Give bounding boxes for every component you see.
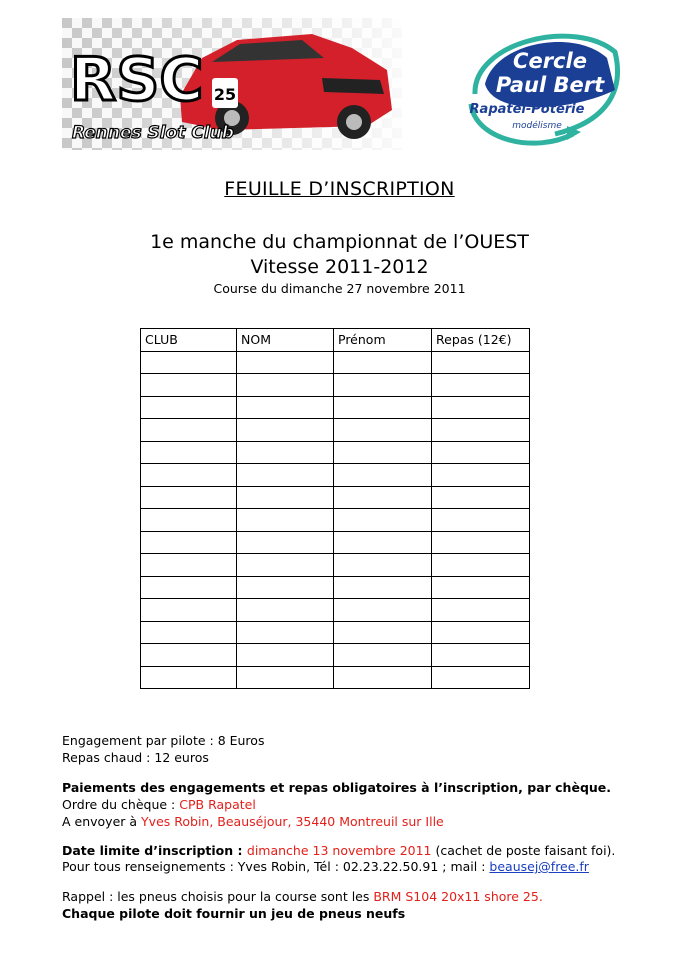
registration-table xyxy=(140,328,530,689)
table-cell[interactable] xyxy=(334,396,432,419)
table-header-row xyxy=(141,329,530,352)
table-cell[interactable] xyxy=(334,419,432,442)
table-cell[interactable] xyxy=(432,419,530,442)
repas-text: Repas chaud : 12 euros xyxy=(62,750,209,765)
table-cell[interactable] xyxy=(237,531,334,554)
table-row xyxy=(141,441,530,464)
table-cell[interactable] xyxy=(432,576,530,599)
table-row xyxy=(141,554,530,577)
cpb-line1: Cercle xyxy=(513,49,587,73)
envoyer-line xyxy=(62,814,444,831)
table-cell[interactable] xyxy=(141,374,237,397)
table-cell[interactable] xyxy=(141,351,237,374)
table-row xyxy=(141,531,530,554)
table-row xyxy=(141,374,530,397)
envoyer-label: A envoyer à xyxy=(62,814,142,829)
header-club: CLUB xyxy=(141,329,237,352)
table-cell[interactable] xyxy=(237,441,334,464)
event-date: Course du dimanche 27 novembre 2011 xyxy=(213,281,466,296)
table-cell[interactable] xyxy=(237,621,334,644)
table-cell[interactable] xyxy=(334,464,432,487)
table-row xyxy=(141,351,530,374)
event-season: Vitesse 2011-2012 xyxy=(250,256,429,278)
date-line xyxy=(62,843,615,860)
table-cell[interactable] xyxy=(237,599,334,622)
cpb-line4: modélisme xyxy=(512,121,562,131)
table-cell[interactable] xyxy=(141,644,237,667)
date-note: (cachet de poste faisant foi). xyxy=(431,843,616,858)
table-cell[interactable] xyxy=(141,621,237,644)
header-prenom: Prénom xyxy=(334,329,432,352)
rsc-logo xyxy=(62,18,402,150)
table-cell[interactable] xyxy=(432,486,530,509)
table-cell[interactable] xyxy=(237,644,334,667)
header-repas: Repas (12€) xyxy=(432,329,530,352)
table-row xyxy=(141,599,530,622)
table-row xyxy=(141,509,530,532)
table-cell[interactable] xyxy=(432,509,530,532)
table-cell[interactable] xyxy=(432,531,530,554)
table-cell[interactable] xyxy=(237,486,334,509)
contact-line xyxy=(62,859,589,876)
table-row xyxy=(141,576,530,599)
engagement-text: Engagement par pilote : 8 Euros xyxy=(62,733,265,748)
table-cell[interactable] xyxy=(334,644,432,667)
contact-text: Pour tous renseignements : Yves Robin, Tél : 02.23.22.50.91 ; mail : xyxy=(62,859,490,874)
table-cell[interactable] xyxy=(334,666,432,689)
table-row xyxy=(141,419,530,442)
table-cell[interactable] xyxy=(432,621,530,644)
table-cell[interactable] xyxy=(141,666,237,689)
rsc-name: Rennes Slot Club xyxy=(72,123,234,143)
table-row xyxy=(141,621,530,644)
table-cell[interactable] xyxy=(432,666,530,689)
table-cell[interactable] xyxy=(141,599,237,622)
table-cell[interactable] xyxy=(141,531,237,554)
cpb-line2: Paul Bert xyxy=(495,73,605,97)
ordre-line xyxy=(62,797,256,814)
table-cell[interactable] xyxy=(334,576,432,599)
table-cell[interactable] xyxy=(334,531,432,554)
chaque-text: Chaque pilote doit fournir un jeu de pneus neufs xyxy=(62,906,406,921)
table-cell[interactable] xyxy=(237,419,334,442)
table-cell[interactable] xyxy=(334,441,432,464)
table-cell[interactable] xyxy=(237,351,334,374)
table-cell[interactable] xyxy=(432,599,530,622)
table-cell[interactable] xyxy=(432,351,530,374)
table-cell[interactable] xyxy=(334,374,432,397)
table-cell[interactable] xyxy=(334,486,432,509)
table-cell[interactable] xyxy=(141,464,237,487)
cpb-line3: Rapatel-Poterie xyxy=(469,102,585,117)
rsc-letters: RSC xyxy=(70,45,204,115)
table-cell[interactable] xyxy=(432,464,530,487)
table-cell[interactable] xyxy=(334,599,432,622)
table-cell[interactable] xyxy=(334,351,432,374)
table-cell[interactable] xyxy=(237,464,334,487)
event-title: 1e manche du championnat de l’OUEST xyxy=(150,231,529,253)
table-cell[interactable] xyxy=(237,509,334,532)
rappel-value: BRM S104 20x11 shore 25. xyxy=(373,889,543,904)
table-cell[interactable] xyxy=(141,509,237,532)
table-cell[interactable] xyxy=(141,486,237,509)
table-cell[interactable] xyxy=(141,554,237,577)
envoyer-value: Yves Robin, Beauséjour, 35440 Montreuil sur Ille xyxy=(141,814,444,829)
email-link[interactable]: beausej@free.fr xyxy=(489,859,589,874)
table-row xyxy=(141,486,530,509)
table-cell[interactable] xyxy=(141,419,237,442)
table-cell[interactable] xyxy=(141,441,237,464)
car-number: 25 xyxy=(213,85,237,104)
paiements-text: Paiements des engagements et repas obligatoires à l’inscription, par chèque. xyxy=(62,780,612,795)
table-cell[interactable] xyxy=(334,509,432,532)
table-row xyxy=(141,644,530,667)
table-cell[interactable] xyxy=(237,666,334,689)
ordre-value: CPB Rapatel xyxy=(179,797,256,812)
table-cell[interactable] xyxy=(432,374,530,397)
table-cell[interactable] xyxy=(432,441,530,464)
table-cell[interactable] xyxy=(237,374,334,397)
date-label: Date limite d’inscription : xyxy=(62,843,247,858)
table-cell[interactable] xyxy=(432,554,530,577)
ordre-label: Ordre du chèque : xyxy=(62,797,180,812)
table-cell[interactable] xyxy=(334,554,432,577)
rappel-line xyxy=(62,889,543,906)
table-cell[interactable] xyxy=(141,576,237,599)
rappel-text: Rappel : les pneus choisis pour la course sont les xyxy=(62,889,374,904)
table-cell[interactable] xyxy=(237,576,334,599)
date-value: dimanche 13 novembre 2011 xyxy=(246,843,432,858)
header-nom: NOM xyxy=(237,329,334,352)
cpb-logo xyxy=(455,22,625,152)
table-row xyxy=(141,666,530,689)
table-body xyxy=(141,351,530,689)
table-cell[interactable] xyxy=(237,396,334,419)
table-cell[interactable] xyxy=(237,554,334,577)
page-title: FEUILLE D’INSCRIPTION xyxy=(224,178,455,200)
table-cell[interactable] xyxy=(432,644,530,667)
table-row xyxy=(141,464,530,487)
table-cell[interactable] xyxy=(432,396,530,419)
table-cell[interactable] xyxy=(141,396,237,419)
table-row xyxy=(141,396,530,419)
table-cell[interactable] xyxy=(334,621,432,644)
